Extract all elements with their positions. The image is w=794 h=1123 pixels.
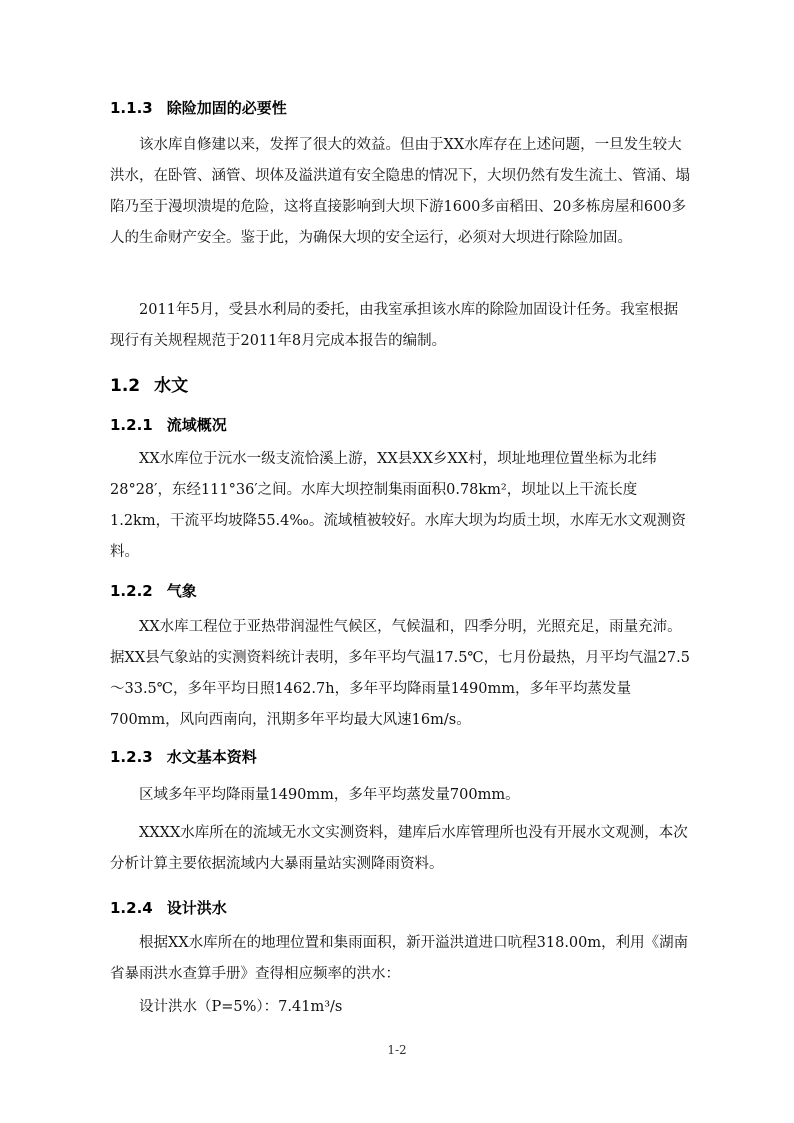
heading-1-2-3 (110, 746, 257, 767)
heading-number: 1.2 (110, 376, 141, 396)
paragraph-basin: XX水库位于沅水一级支流恰溪上游，XX县XX乡XX村，坝址地理位置坐标为北纬28°28′，东经111°36′之间。水库大坝控制集雨面积0.78km²，坝址以上干流长度1.2km，干流平均坡降55.4‰。流域植被较好。水库大坝为均质土坝，水库无水文观测资料。 (110, 451, 686, 560)
heading-1-2-4 (110, 897, 227, 918)
paragraph-task: 2011年5月，受县水利局的委托，由我室承担该水库的除险加固设计任务。我室根据现行有关规程规范于2011年8月完成本报告的编制。 (110, 302, 679, 349)
heading-title: 气象 (166, 582, 197, 600)
page-number: 1-2 (387, 1043, 407, 1057)
heading-1-2-2 (110, 580, 197, 601)
paragraph-design-flood-value: 设计洪水（P=5%）：7.41m³/s (139, 999, 343, 1015)
paragraph-necessity: 该水库自修建以来，发挥了很大的效益。但由于XX水库存在上述问题，一旦发生较大洪水，在卧管、涵管、坝体及溢洪道有安全隐患的情况下，大坝仍然有发生流土、管涌、塌陷乃至于漫坝溃堤的危险，这将直接影响到大坝下游1600多亩稻田、20多栋房屋和600多人的生命财产安全。鉴于此，为确保大坝的安全运行，必须对大坝进行除险加固。 (110, 137, 690, 246)
heading-1-1-3 (110, 97, 287, 118)
heading-number: 1.2.2 (110, 582, 153, 600)
heading-1-2 (110, 371, 188, 396)
heading-title: 流域概况 (166, 416, 227, 434)
heading-number: 1.2.4 (110, 899, 153, 917)
heading-title: 水文基本资料 (166, 748, 257, 766)
paragraph-data-basis: XXXX水库所在的流域无水文实测资料，建库后水库管理所也没有开展水文观测，本次分析计算主要依据流域内大暴雨量站实测降雨资料。 (110, 825, 688, 872)
heading-title: 水文 (154, 376, 189, 396)
heading-title: 除险加固的必要性 (166, 99, 287, 117)
paragraph-climate: XX水库工程位于亚热带润湿性气候区，气候温和，四季分明，光照充足，雨量充沛。据XX县气象站的实测资料统计表明，多年平均气温17.5℃，七月份最热，月平均气温27.5～33.5℃，多年平均日照1462.7h，多年平均降雨量1490mm，多年平均蒸发量700mm，风向西南向，汛期多年平均最大风速16m/s。 (110, 619, 690, 728)
paragraph-design-flood: 根据XX水库所在的地理位置和集雨面积，新开溢洪道进口吭程318.00m，利用《湖南省暴雨洪水查算手册》查得相应频率的洪水： (110, 935, 689, 982)
heading-number: 1.2.3 (110, 748, 153, 766)
heading-title: 设计洪水 (166, 899, 227, 917)
paragraph-rainfall: 区域多年平均降雨量1490mm，多年平均蒸发量700mm。 (139, 787, 520, 803)
heading-number: 1.1.3 (110, 99, 153, 117)
heading-1-2-1 (110, 414, 227, 435)
heading-number: 1.2.1 (110, 416, 153, 434)
